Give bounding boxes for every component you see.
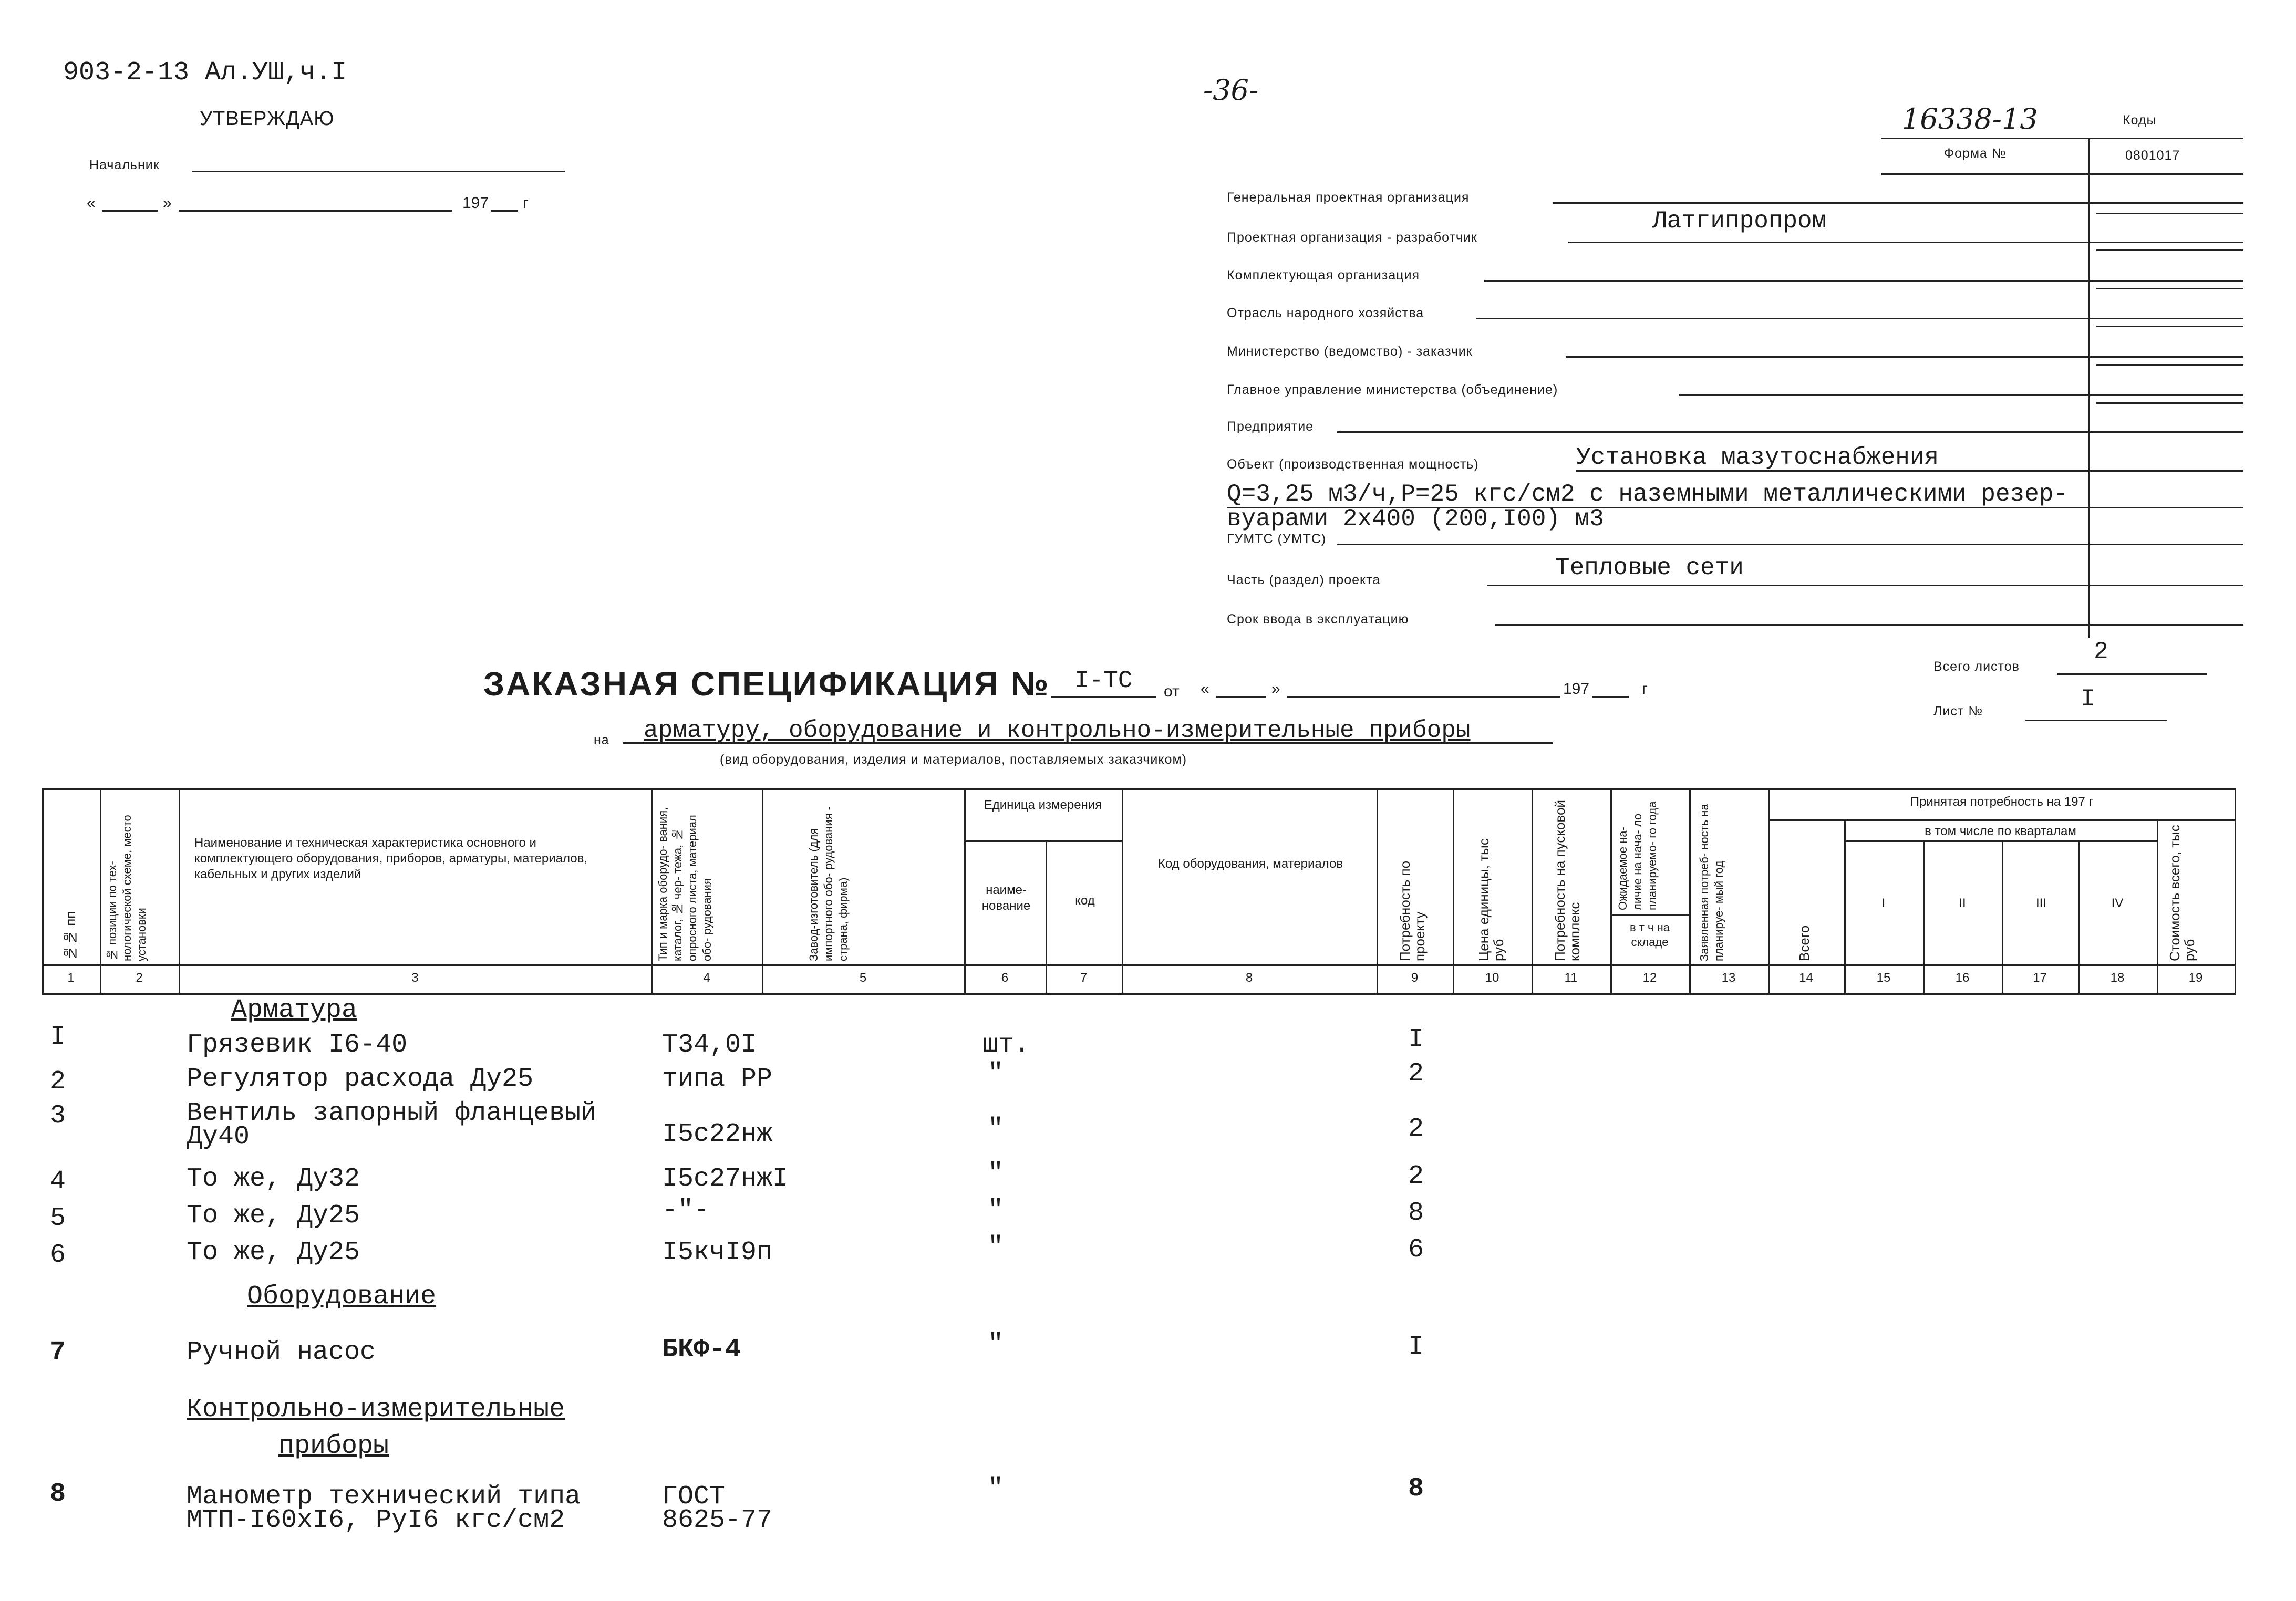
- row-qty: 2: [1408, 1114, 1424, 1144]
- spec-quote-close: »: [1271, 680, 1280, 698]
- row-qty: 8: [1408, 1198, 1424, 1228]
- field-commission-line: [1495, 624, 2243, 626]
- row-type: I5с22нж: [662, 1119, 773, 1149]
- field-object-value: Установка мазутоснабжения: [1576, 444, 1939, 471]
- col-border-2: [179, 788, 180, 994]
- col-border-7: [1122, 788, 1123, 994]
- spec-year: 197: [1563, 680, 1590, 698]
- col-number: 18: [2110, 971, 2125, 985]
- c12-split-line: [1610, 914, 1689, 916]
- header-c7: код: [1075, 893, 1095, 908]
- row-name: Вентиль запорный фланцевый: [187, 1098, 597, 1128]
- header-c13: Заявленная потреб- ность на планируе- мый год: [1698, 804, 1725, 961]
- col-border-10: [1532, 788, 1533, 994]
- chief-label: Начальник: [89, 158, 160, 172]
- col-number: 5: [859, 971, 867, 985]
- col-number: 1: [67, 971, 75, 985]
- header-c3: Наименование и техническая характеристика основного и комплектующего оборудования, приборов, арматуры, материалов, кабельных и других изделий: [194, 836, 588, 881]
- section-instruments: Контрольно-измерительные: [187, 1395, 565, 1425]
- total-sheets-label: Всего листов: [1933, 659, 2020, 674]
- row-type: типа РР: [662, 1064, 773, 1094]
- row-qty: I: [1408, 1025, 1424, 1055]
- col-number: 14: [1799, 971, 1813, 985]
- total-sheets-value: 2: [2094, 638, 2108, 666]
- field-developer-line: [1568, 242, 2243, 243]
- spec-from-label: от: [1164, 683, 1180, 700]
- field-developer-label: Проектная организация - разработчик: [1227, 230, 1477, 245]
- header-c17: III: [2035, 896, 2046, 910]
- col-number: 19: [2188, 971, 2203, 985]
- code-cell-line-4: [2096, 326, 2243, 327]
- col-number: 2: [136, 971, 143, 985]
- col-border-1: [100, 788, 101, 994]
- col-number: 12: [1642, 971, 1657, 985]
- row-name: Регулятор расхода Ду25: [187, 1064, 534, 1094]
- table-top-border: [42, 788, 2236, 790]
- spec-year-suffix: г: [1642, 680, 1648, 698]
- col-border-9: [1453, 788, 1454, 994]
- quarters-group-line: [1844, 840, 2157, 842]
- spec-quote-open: «: [1201, 680, 1209, 698]
- row-name: То же, Ду25: [187, 1201, 360, 1231]
- row-type: ГОСТ: [662, 1482, 726, 1512]
- form-number: 16338-13: [1902, 102, 2038, 136]
- document-code: 903-2-13 Ал.УШ,ч.I: [63, 58, 347, 88]
- col-border-5: [964, 788, 966, 994]
- total-sheets-line: [2057, 673, 2207, 675]
- row-name: То же, Ду25: [187, 1238, 360, 1267]
- approve-quote-open: «: [87, 194, 96, 212]
- col-number: 13: [1721, 971, 1736, 985]
- field-part-value: Тепловые сети: [1555, 554, 1744, 581]
- col-border-18: [2157, 819, 2158, 994]
- code-cell-line-2: [2096, 249, 2243, 251]
- form-number-line: [1881, 138, 2243, 139]
- col-border-3: [651, 788, 653, 994]
- header-c4: Тип и марка оборудо- вания, каталог, № чер- тежа, № опросного листа, материал обо- рудования: [656, 807, 713, 961]
- spec-number: I-ТС: [1074, 667, 1133, 694]
- col-number: 3: [411, 971, 419, 985]
- col-number: 9: [1411, 971, 1419, 985]
- row-number: 8: [50, 1479, 66, 1509]
- row-name: Ручной насос: [187, 1337, 376, 1367]
- row-qty: 6: [1408, 1235, 1424, 1265]
- header-c18: IV: [2111, 896, 2124, 910]
- header-c5: Завод-изготовитель (для импортного обо- рудования - страна, фирма): [807, 806, 850, 961]
- col-number: 16: [1955, 971, 1970, 985]
- header-c12-top: Ожидаемое на- личие на нача- ло планируемо- го года: [1616, 801, 1659, 910]
- header-c2: № позиции по тех- нологической схеме, место установки: [106, 815, 148, 961]
- row-number: 2: [50, 1067, 66, 1097]
- code-cell-line-3: [2096, 288, 2243, 289]
- field-main-dept-label: Главное управление министерства (объединение): [1227, 382, 1558, 397]
- row-name: Грязевик I6-40: [187, 1030, 408, 1060]
- header-accepted-group: Принятая потребность на 197 г: [1910, 795, 2094, 809]
- header-c14: Всего: [1796, 925, 1812, 961]
- field-gumts-line: [1337, 544, 2243, 545]
- header-c16: II: [1959, 896, 1966, 910]
- table-header-bottom: [42, 964, 2236, 966]
- row-qty: 2: [1408, 1161, 1424, 1191]
- col-border-12: [1689, 788, 1691, 994]
- header-c1: №№ пп: [63, 911, 78, 961]
- field-branch-line: [1476, 318, 2243, 319]
- field-enterprise-line: [1337, 431, 2243, 433]
- spec-month-line: [1287, 696, 1560, 698]
- col-border-4: [762, 788, 763, 994]
- row-type-2: 8625-77: [662, 1505, 773, 1535]
- row-number: I: [50, 1022, 66, 1052]
- row-name-2: МТП-I60хI6, РуI6 кгс/см2: [187, 1505, 565, 1535]
- code-cell-line-6: [2096, 402, 2243, 404]
- row-type: БКФ-4: [662, 1335, 741, 1365]
- row-number: 5: [50, 1203, 66, 1233]
- accepted-group-line: [1768, 819, 2236, 821]
- header-c11: Потребность на пусковой комплекс: [1552, 800, 1583, 961]
- field-object-cont-2: вуарами 2х400 (200,I00) м3: [1227, 505, 1604, 533]
- row-type: -"-: [662, 1195, 710, 1225]
- field-part-line: [1487, 585, 2243, 586]
- table-numbers-bottom: [42, 993, 2236, 995]
- row-type: I5с27нжI: [662, 1164, 789, 1194]
- field-developer-value: Латгипропром: [1652, 207, 1827, 235]
- spec-day-line: [1216, 696, 1266, 698]
- col-border-14: [1844, 819, 1846, 994]
- field-object-cont-1: Q=3,25 м3/ч,P=25 кгс/см2 с наземными металлическими резер-: [1227, 481, 2069, 508]
- approve-title: УТВЕРЖДАЮ: [200, 108, 335, 130]
- field-ministry-label: Министерство (ведомство) - заказчик: [1227, 344, 1473, 359]
- col-number: 4: [703, 971, 710, 985]
- approve-year-suffix: г: [523, 194, 529, 212]
- col-border-19: [2235, 788, 2236, 994]
- row-name: То же, Ду32: [187, 1164, 360, 1194]
- col-number: 11: [1564, 971, 1578, 985]
- header-c10: Цена единицы, тыс руб: [1476, 838, 1506, 961]
- form-code: 0801017: [2125, 148, 2180, 163]
- row-number: 3: [50, 1101, 66, 1131]
- sheet-label: Лист №: [1933, 704, 1983, 719]
- header-c19: Стоимость всего, тыс руб: [2167, 825, 2197, 961]
- field-complect-line: [1484, 280, 2243, 282]
- field-commission-label: Срок ввода в эксплуатацию: [1227, 612, 1409, 627]
- sheet-value: I: [2081, 685, 2095, 713]
- unit-group-line: [964, 840, 1122, 842]
- section-equipment: Оборудование: [247, 1282, 437, 1312]
- sheet-line: [2025, 720, 2167, 721]
- field-complect-label: Комплектующая организация: [1227, 268, 1420, 283]
- col-number: 15: [1876, 971, 1891, 985]
- field-gumts-label: ГУМТС (УМТС): [1227, 532, 1327, 546]
- approve-year-line: [491, 210, 518, 212]
- approve-day-line: [102, 210, 158, 212]
- row-qty: 2: [1408, 1059, 1424, 1089]
- code-cell-line-5: [2096, 364, 2243, 366]
- col-number: 7: [1080, 971, 1088, 985]
- approve-year: 197: [462, 194, 489, 212]
- approve-month-line: [179, 210, 452, 212]
- col-number: 10: [1485, 971, 1499, 985]
- col-border-11: [1610, 788, 1612, 994]
- col-border-0: [42, 788, 44, 994]
- spec-year-line: [1592, 696, 1629, 698]
- row-qty: 8: [1408, 1474, 1424, 1504]
- col-number: 6: [1001, 971, 1009, 985]
- form-label: Форма №: [1944, 146, 2007, 161]
- header-c8: Код оборудования, материалов: [1157, 857, 1343, 871]
- col-number: 17: [2033, 971, 2047, 985]
- row-unit: ": [988, 1159, 1004, 1189]
- spec-number-line: [1051, 696, 1156, 698]
- header-c9: Потребность по проекту: [1397, 860, 1428, 961]
- header-c12-bottom: в т ч на складе: [1630, 921, 1670, 949]
- col-border-8: [1377, 788, 1378, 994]
- field-main-dept-line: [1679, 394, 2243, 396]
- row-unit: ": [988, 1329, 1004, 1359]
- form-row-line: [1881, 173, 2243, 175]
- field-enterprise-label: Предприятие: [1227, 419, 1314, 434]
- codes-label: Коды: [2123, 113, 2157, 128]
- field-object-label: Объект (производственная мощность): [1227, 457, 1479, 472]
- row-unit: ": [988, 1232, 1004, 1262]
- spec-subject-note: (вид оборудования, изделия и материалов, поставляемых заказчиком): [720, 752, 1187, 767]
- row-unit: ": [988, 1114, 1004, 1144]
- field-general-org-line: [1553, 202, 2243, 204]
- page-number: -36-: [1203, 74, 1259, 107]
- spec-subject: арматуру, оборудование и контрольно-измерительные приборы: [644, 717, 1471, 744]
- spec-on-label: на: [594, 733, 609, 747]
- approve-quote-close: »: [163, 194, 172, 212]
- header-unit-group: Единица измерения: [984, 798, 1102, 812]
- section-instruments-2: приборы: [278, 1431, 389, 1461]
- row-unit: шт.: [982, 1030, 1030, 1060]
- col-number: 8: [1245, 971, 1253, 985]
- field-ministry-line: [1566, 356, 2243, 358]
- codes-column-divider: [2088, 139, 2090, 638]
- row-unit: ": [988, 1059, 1004, 1089]
- row-type: Т34,0I: [662, 1030, 757, 1060]
- field-part-label: Часть (раздел) проекта: [1227, 573, 1381, 587]
- header-quarters-group: в том числе по кварталам: [1925, 824, 2076, 838]
- header-c15: I: [1881, 896, 1886, 910]
- row-unit: ": [988, 1195, 1004, 1225]
- row-name-2: Ду40: [187, 1122, 250, 1152]
- col-border-13: [1768, 788, 1770, 994]
- field-general-org-label: Генеральная проектная организация: [1227, 190, 1470, 205]
- row-type: I5кчI9п: [662, 1238, 773, 1267]
- code-cell-line-1: [2096, 213, 2243, 214]
- field-branch-label: Отрасль народного хозяйства: [1227, 306, 1424, 320]
- row-unit: ": [988, 1474, 1004, 1504]
- row-qty: I: [1408, 1332, 1424, 1362]
- spec-title: ЗАКАЗНАЯ СПЕЦИФИКАЦИЯ №: [483, 665, 1050, 703]
- field-object-line: [1576, 470, 2243, 472]
- row-name: Манометр технический типа: [187, 1482, 581, 1512]
- header-c6: наиме- нование: [981, 883, 1031, 913]
- row-number: 6: [50, 1240, 66, 1270]
- row-number: 7: [50, 1337, 66, 1367]
- row-number: 4: [50, 1167, 66, 1197]
- spec-subject-line: [623, 742, 1553, 744]
- chief-signature-line: [192, 171, 565, 172]
- section-armatura: Арматура: [231, 995, 358, 1025]
